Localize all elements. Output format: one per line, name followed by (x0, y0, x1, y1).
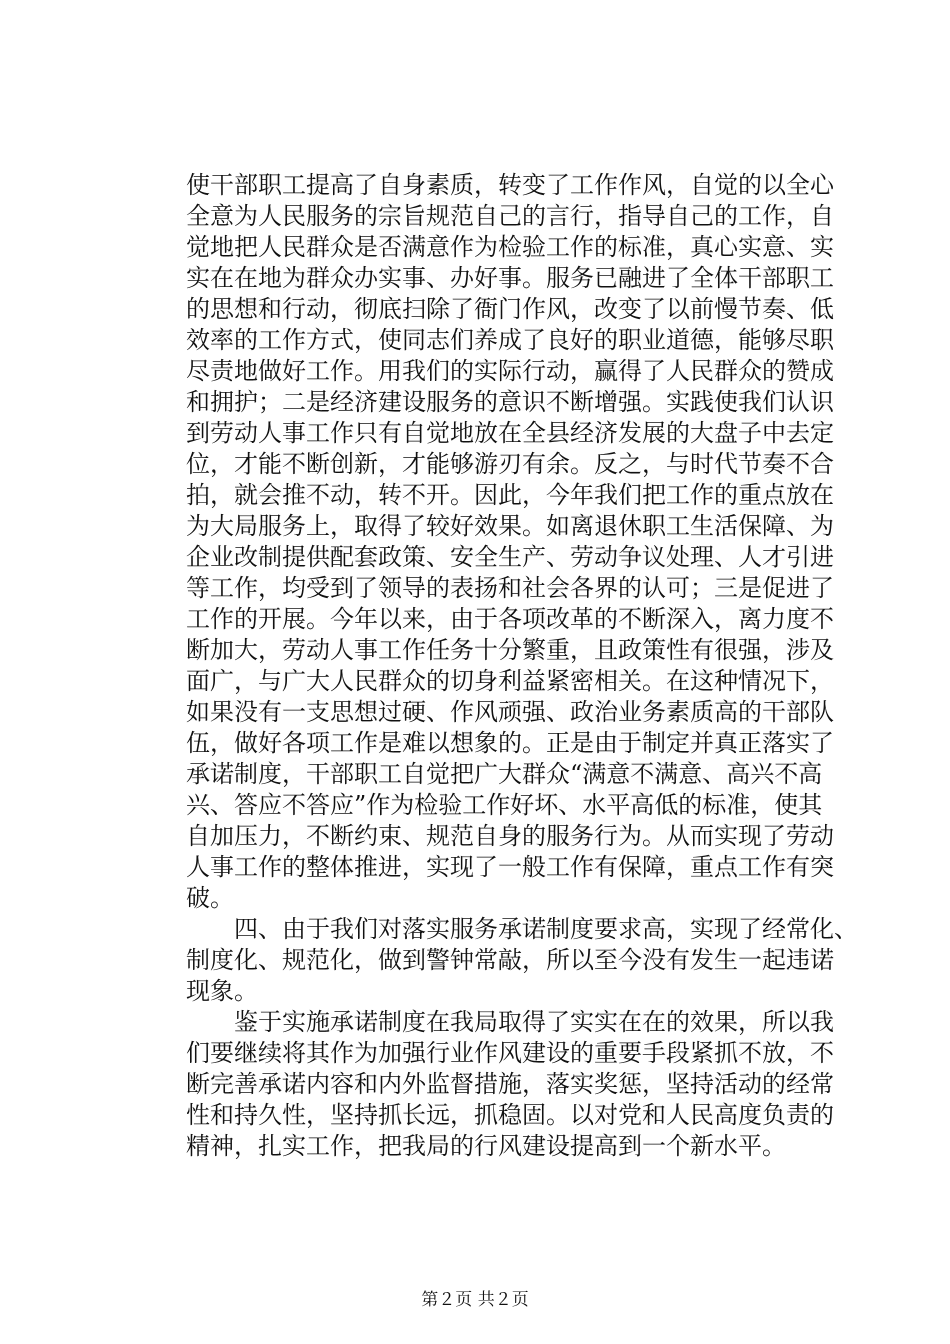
text-line: 们要继续将其作为加强行业作风建设的重要手段紧抓不放，不 (186, 1039, 834, 1067)
text-line: 断加大，劳动人事工作任务十分繁重，且政策性有很强，涉及 (186, 636, 834, 664)
text-line: 效率的工作方式，使同志们养成了良好的职业道德，能够尽职 (186, 326, 834, 354)
text-line: 觉地把人民群众是否满意作为检验工作的标准，真心实意、实 (186, 233, 834, 261)
text-line: 的思想和行动，彻底扫除了衙门作风，改变了以前慢节奏、低 (186, 295, 834, 323)
text-line: 四、由于我们对落实服务承诺制度要求高，实现了经常化、 (186, 915, 858, 943)
text-line: 性和持久性，坚持抓长远，抓稳固。以对党和人民高度负责的 (186, 1101, 834, 1129)
text-line: 鉴于实施承诺制度在我局取得了实实在在的效果，所以我 (186, 1008, 834, 1036)
text-line: 精神，扎实工作，把我局的行风建设提高到一个新水平。 (186, 1132, 786, 1160)
text-line: 承诺制度，干部职工自觉把广大群众“满意不满意、高兴不高 (186, 760, 823, 788)
page-footer: 第２页 共２页 (421, 1290, 529, 1310)
text-line: 断完善承诺内容和内外监督措施，落实奖惩，坚持活动的经常 (186, 1070, 834, 1098)
text-line: 全意为人民服务的宗旨规范自己的言行，指导自己的工作，自 (186, 202, 834, 230)
text-line: 企业改制提供配套政策、安全生产、劳动争议处理、人才引进 (186, 543, 834, 571)
text-line: 位，才能不断创新，才能够游刃有余。反之，与时代节奏不合 (186, 450, 834, 478)
text-line: 人事工作的整体推进，实现了一般工作有保障，重点工作有突 (186, 853, 834, 881)
document-body (186, 170, 858, 1162)
text-line: 和拥护；二是经济建设服务的意识不断增强。实践使我们认识 (186, 388, 834, 416)
text-line: 等工作，均受到了领导的表扬和社会各界的认可；三是促进了 (186, 574, 834, 602)
text-line: 制度化、规范化，做到警钟常敲，所以至今没有发生一起违诺 (186, 946, 834, 974)
text-line: 拍，就会推不动，转不开。因此，今年我们把工作的重点放在 (186, 481, 834, 509)
text-line: 如果没有一支思想过硬、作风顽强、政治业务素质高的干部队 (186, 698, 834, 726)
text-line: 到劳动人事工作只有自觉地放在全县经济发展的大盘子中去定 (186, 419, 834, 447)
text-line: 伍，做好各项工作是难以想象的。正是由于制定并真正落实了 (186, 729, 834, 757)
text-line: 为大局服务上，取得了较好效果。如离退休职工生活保障、为 (186, 512, 834, 540)
text-line: 尽责地做好工作。用我们的实际行动，赢得了人民群众的赞成 (186, 357, 834, 385)
text-line: 工作的开展。今年以来，由于各项改革的不断深入，离力度不 (186, 605, 834, 633)
text-line: 现象。 (186, 977, 258, 1005)
text-line: 实在在地为群众办实事、办好事。服务已融进了全体干部职工 (186, 264, 834, 292)
text-line: 使干部职工提高了自身素质，转变了工作作风，自觉的以全心 (186, 171, 834, 199)
text-line: 自加压力，不断约束、规范自身的服务行为。从而实现了劳动 (186, 822, 834, 850)
text-line: 破。 (186, 884, 234, 912)
text-line: 兴、答应不答应”作为检验工作好坏、水平高低的标准，使其 (186, 791, 823, 819)
text-line: 面广，与广大人民群众的切身利益紧密相关。在这种情况下， (186, 667, 834, 695)
